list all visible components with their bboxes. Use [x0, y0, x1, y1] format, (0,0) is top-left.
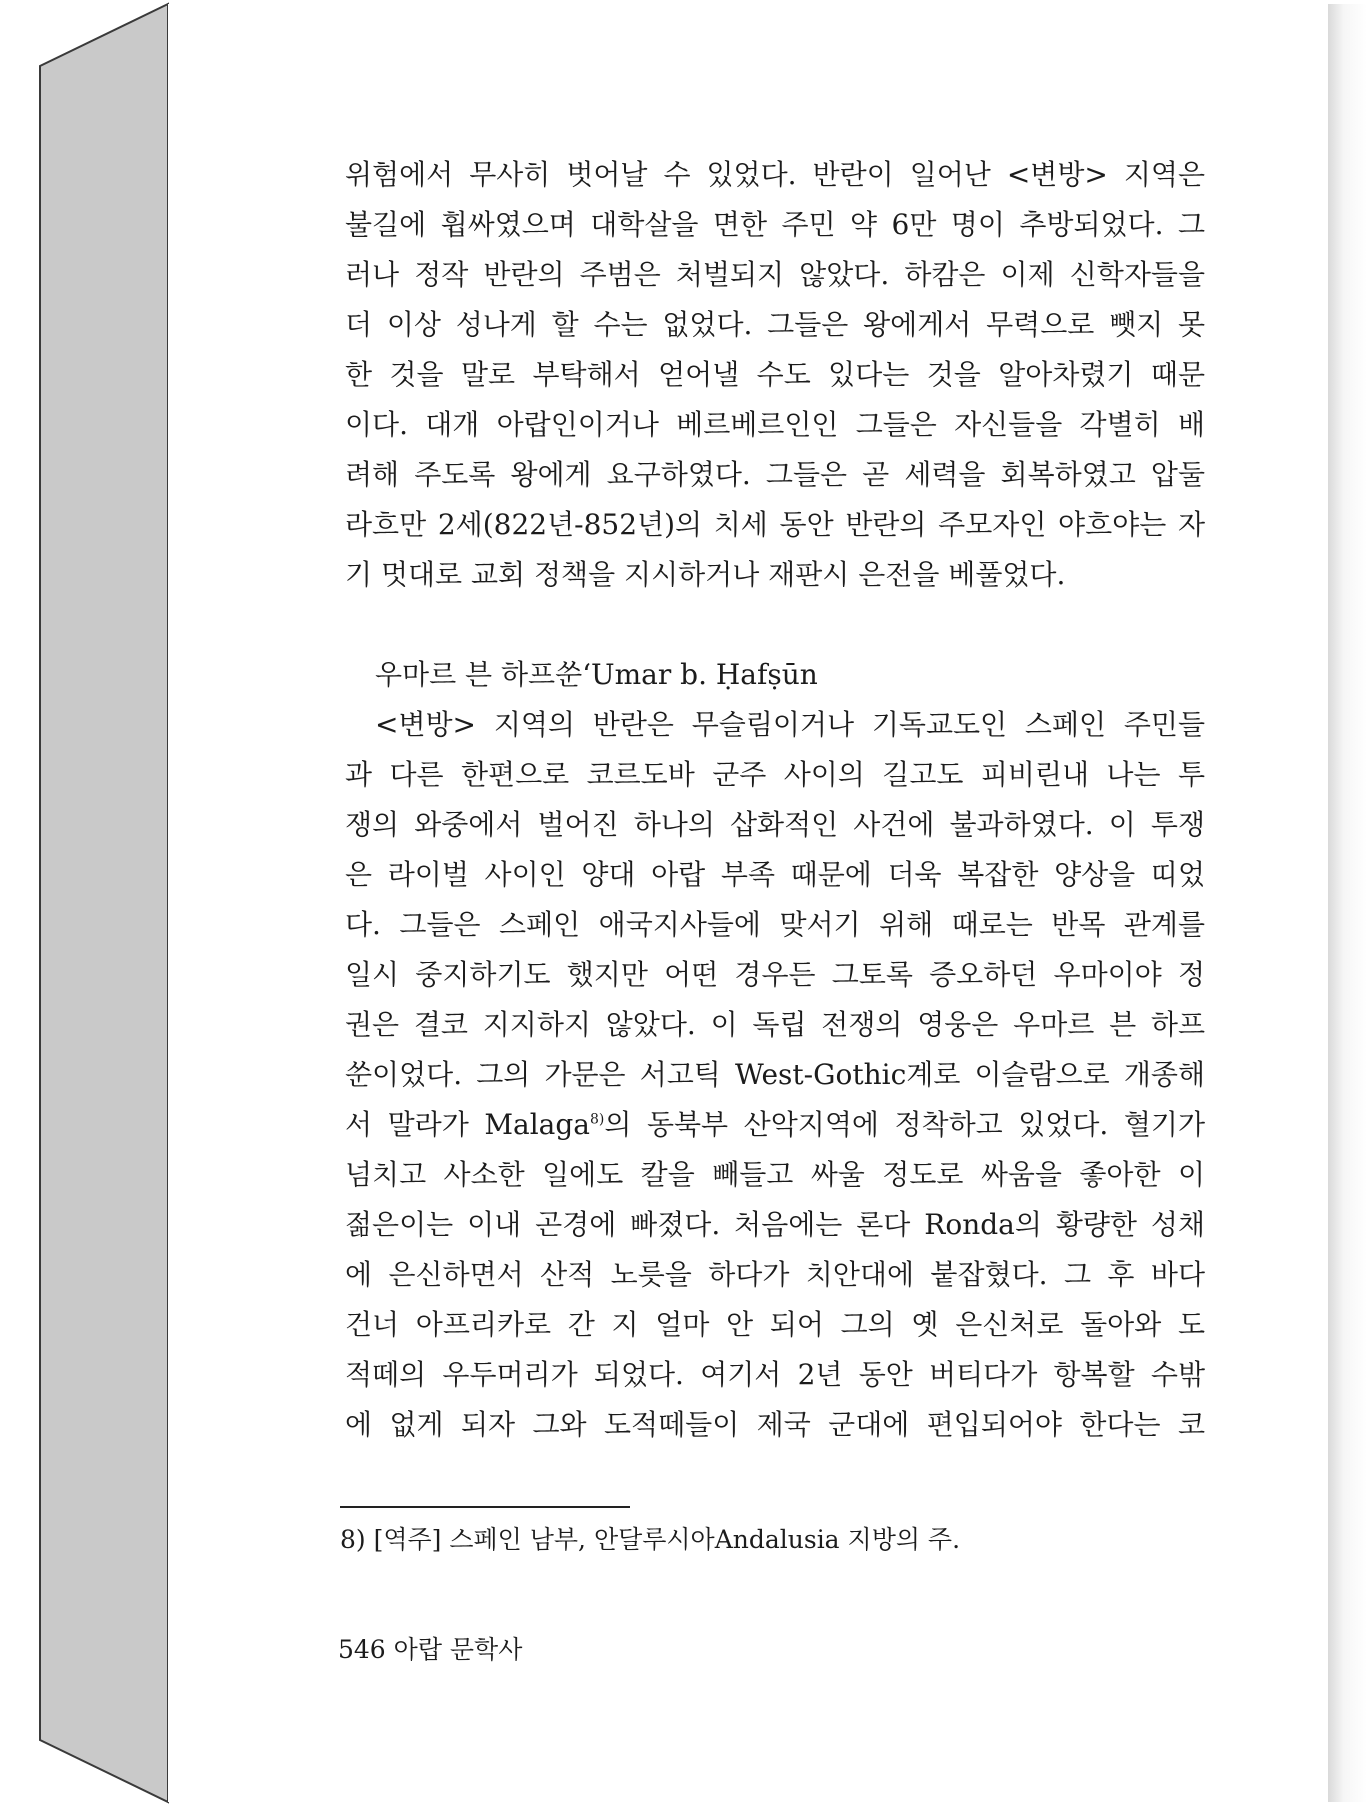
paragraph-2-line: 과 다른 한편으로 코르도바 군주 사이의 길고도 피비린내 나는 투	[345, 758, 1205, 791]
paragraph-2-line: 쟁의 와중에서 벌어진 하나의 삽화적인 사건에 불과하였다. 이 투쟁	[345, 808, 1205, 841]
paragraph-2-line-with-footnote	[345, 1100, 1205, 1150]
paragraph-1-line: 라흐만 2세(822년-852년)의 치세 동안 반란의 주모자인 야흐야는 자	[345, 508, 1205, 541]
paragraph-2-line: 권은 결코 지지하지 않았다. 이 독립 전쟁의 영웅은 우마르 븐 하프	[345, 1008, 1205, 1041]
paragraph-1-line: 기 멋대로 교회 정책을 지시하거나 재판시 은전을 베풀었다.	[345, 558, 1066, 591]
paragraph-1-line: 려해 주도록 왕에게 요구하였다. 그들은 곧 세력을 회복하였고 압둘	[345, 458, 1205, 491]
footnote-text: 8) [역주] 스페인 남부, 안달루시아Andalusia 지방의 주.	[340, 1525, 961, 1554]
page-edge-shadow	[1328, 4, 1367, 1802]
paragraph-2-line: 적떼의 우두머리가 되었다. 여기서 2년 동안 버티다가 항복할 수밖	[345, 1358, 1205, 1391]
footnote-divider	[340, 1506, 630, 1508]
paragraph-1-line: 러나 정작 반란의 주범은 처벌되지 않았다. 하캄은 이제 신학자들을	[345, 258, 1205, 291]
book-spine-face	[40, 4, 168, 1802]
paragraph-1-line: 불길에 휩싸였으며 대학살을 면한 주민 약 6만 명이 추방되었다. 그	[345, 208, 1205, 241]
page-number-footer: 546 아랍 문학사	[338, 1635, 523, 1664]
paragraph-2-line: 젊은이는 이내 곤경에 빠졌다. 처음에는 론다 Ronda의 황량한 성채	[345, 1208, 1205, 1241]
footnote-ref[interactable]: 8)	[589, 1111, 605, 1128]
paragraph-1-line: 이다. 대개 아랍인이거나 베르베르인인 그들은 자신들을 각별히 배	[345, 408, 1205, 441]
paragraph-1	[345, 150, 1205, 600]
paragraph-2-line: 쑨이었다. 그의 가문은 서고틱 West-Gothic계로 이슬람으로 개종해	[345, 1058, 1205, 1091]
paragraph-1-line: 위험에서 무사히 벗어날 수 있었다. 반란이 일어난 <변방> 지역은	[345, 158, 1205, 191]
paragraph-2-line: 에 은신하면서 산적 노릇을 하다가 치안대에 붙잡혔다. 그 후 바다	[345, 1258, 1205, 1291]
paragraph-2-line: 넘치고 사소한 일에도 칼을 빼들고 싸울 정도로 싸움을 좋아한 이	[345, 1158, 1205, 1191]
paragraph-2-line: 은 라이벌 사이인 양대 아랍 부족 때문에 더욱 복잡한 양상을 띠었	[345, 858, 1205, 891]
paragraph-1-line: 한 것을 말로 부탁해서 얻어낼 수도 있다는 것을 알아차렸기 때문	[345, 358, 1205, 391]
paragraph-2-line: 일시 중지하기도 했지만 어떤 경우든 그토록 증오하던 우마이야 정	[345, 958, 1205, 991]
malaga-after-text: 의 동북부 산악지역에 정착하고 있었다. 혈기가	[604, 1108, 1205, 1141]
section-title: 우마르 븐 하프쑨‘Umar b. Ḥafṣūn	[375, 658, 818, 691]
paragraph-1-line: 더 이상 성나게 할 수는 없었다. 그들은 왕에게서 무력으로 뺏지 못	[345, 308, 1205, 341]
paragraph-2-line: 에 없게 되자 그와 도적떼들이 제국 군대에 편입되어야 한다는 코	[345, 1408, 1205, 1441]
paragraph-2-line: <변방> 지역의 반란은 무슬림이거나 기독교도인 스페인 주민들	[375, 708, 1205, 741]
paragraph-2	[345, 700, 1205, 1450]
paragraph-2-line: 건너 아프리카로 간 지 얼마 안 되어 그의 옛 은신처로 돌아와 도	[345, 1308, 1205, 1341]
paragraph-2-line: 다. 그들은 스페인 애국지사들에 맞서기 위해 때로는 반목 관계를	[345, 908, 1205, 941]
malaga-text: 서 말라가 Malaga	[345, 1108, 590, 1141]
